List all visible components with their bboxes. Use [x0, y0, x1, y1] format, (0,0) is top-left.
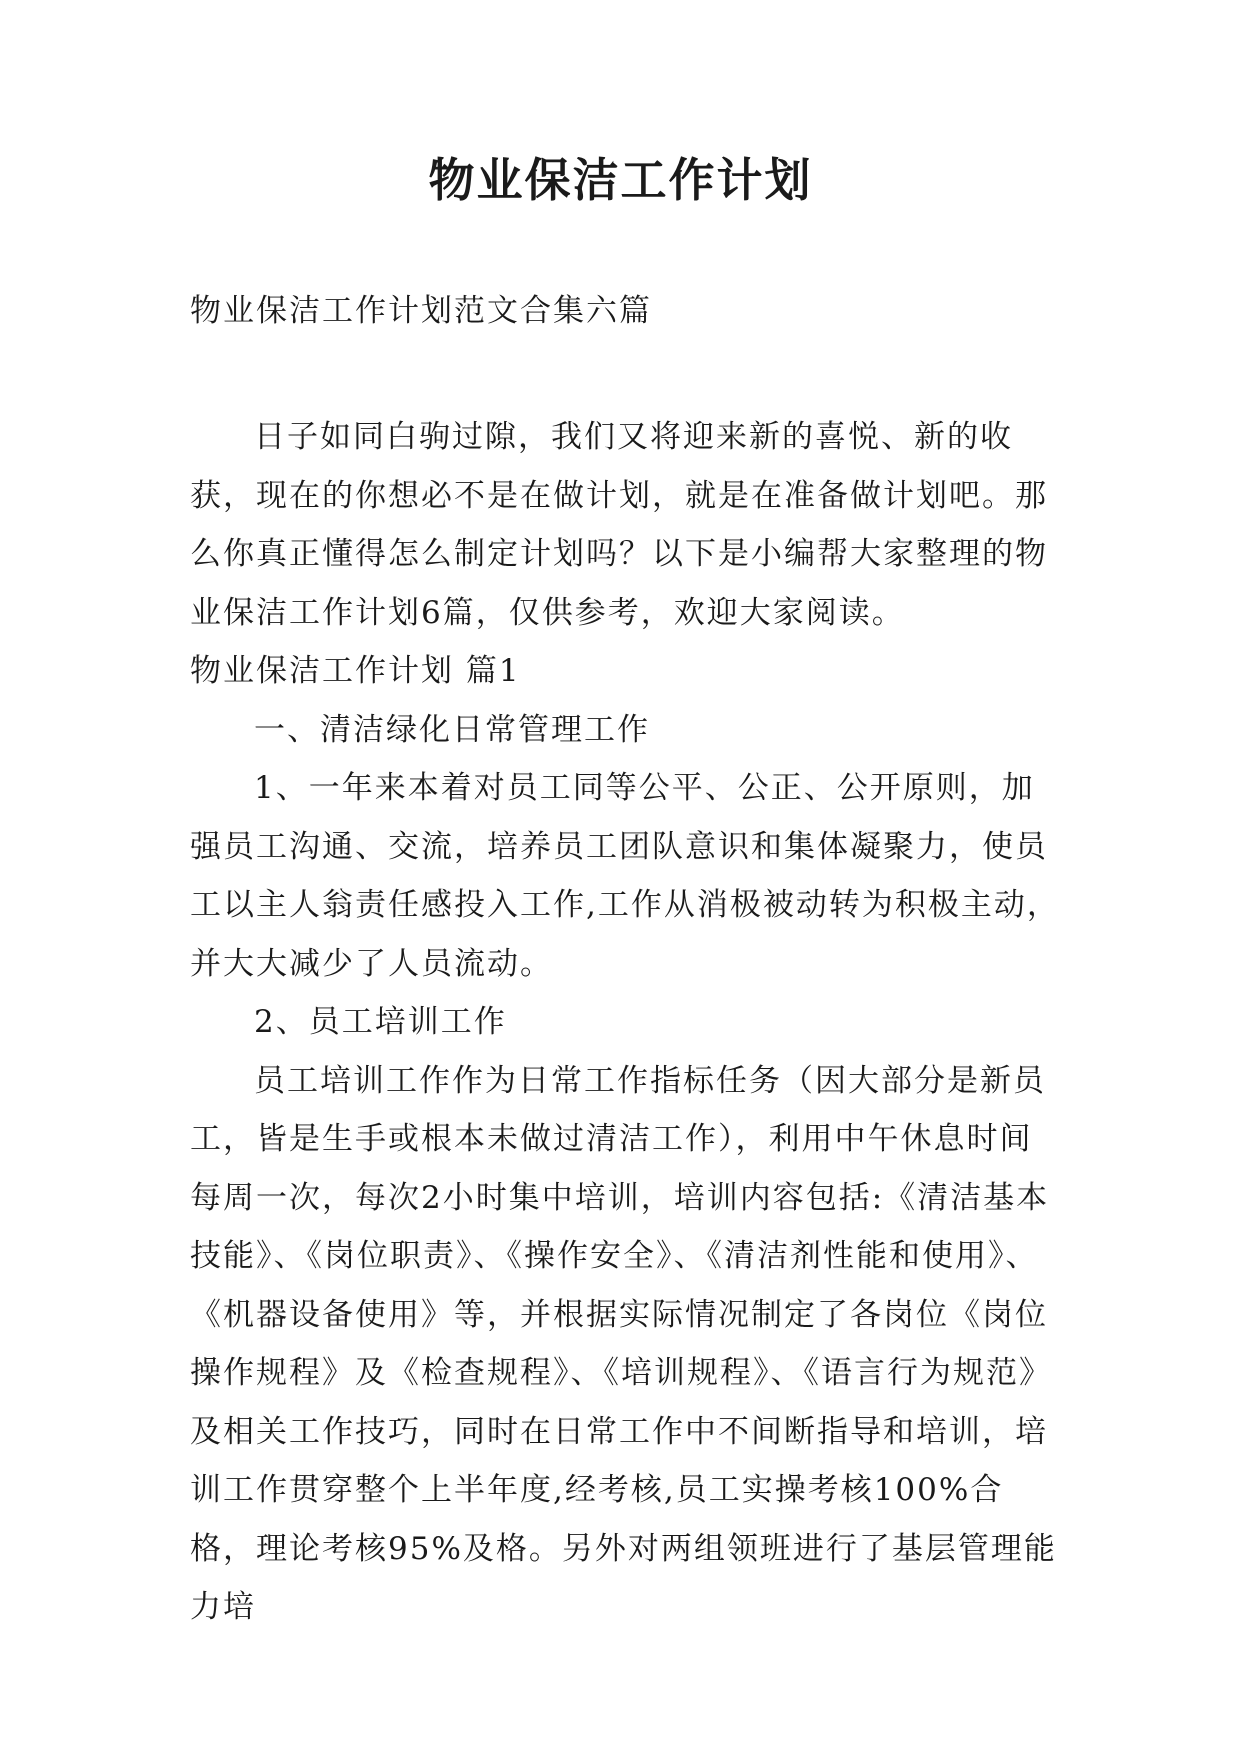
document-subtitle: 物业保洁工作计划范文合集六篇 [190, 293, 652, 329]
section-heading: 物业保洁工作计划 篇1 [190, 653, 521, 689]
intro-paragraph: 日子如同白驹过隙，我们又将迎来新的喜悦、新的收获，现在的你想必不是在做计划，就是在准备做计划吧。那么你真正懂得怎么制定计划吗？以下是小编帮大家整理的物业保洁工作计划6篇，仅供参考，欢迎大家阅读。 [190, 419, 1048, 631]
body-paragraph: 1、一年来本着对员工同等公平、公正、公开原则，加强员工沟通、交流，培养员工团队意识和集体凝聚力，使员工以主人翁责任感投入工作,工作从消极被动转为积极主动，并大大减少了人员流动。 [190, 770, 1060, 982]
body-paragraph: 员工培训工作作为日常工作指标任务（因大部分是新员工，皆是生手或根本未做过清洁工作），利用中午休息时间每周一次，每次2小时集中培训，培训内容包括:《清洁基本技能》、《岗位职责》、《操作安全》、《清洁剂性能和使用》、《机器设备使用》等，并根据实际情况制定了各岗位《岗位操作规程》及《检查规程》、《培训规程》、《语言行为规范》及相关工作技巧，同时在日常工作中不间断指导和培训，培训工作贯穿整个上半年度,经考核,员工实操考核100%合格，理论考核95%及格。另外对两组领班进行了基层管理能力培 [190, 1062, 1057, 1625]
document-title: 物业保洁工作计划 [428, 153, 813, 207]
document-body [190, 408, 1065, 1637]
item-heading: 2、员工培训工作 [254, 1004, 507, 1040]
subsection-heading: 一、清洁绿化日常管理工作 [254, 711, 650, 748]
